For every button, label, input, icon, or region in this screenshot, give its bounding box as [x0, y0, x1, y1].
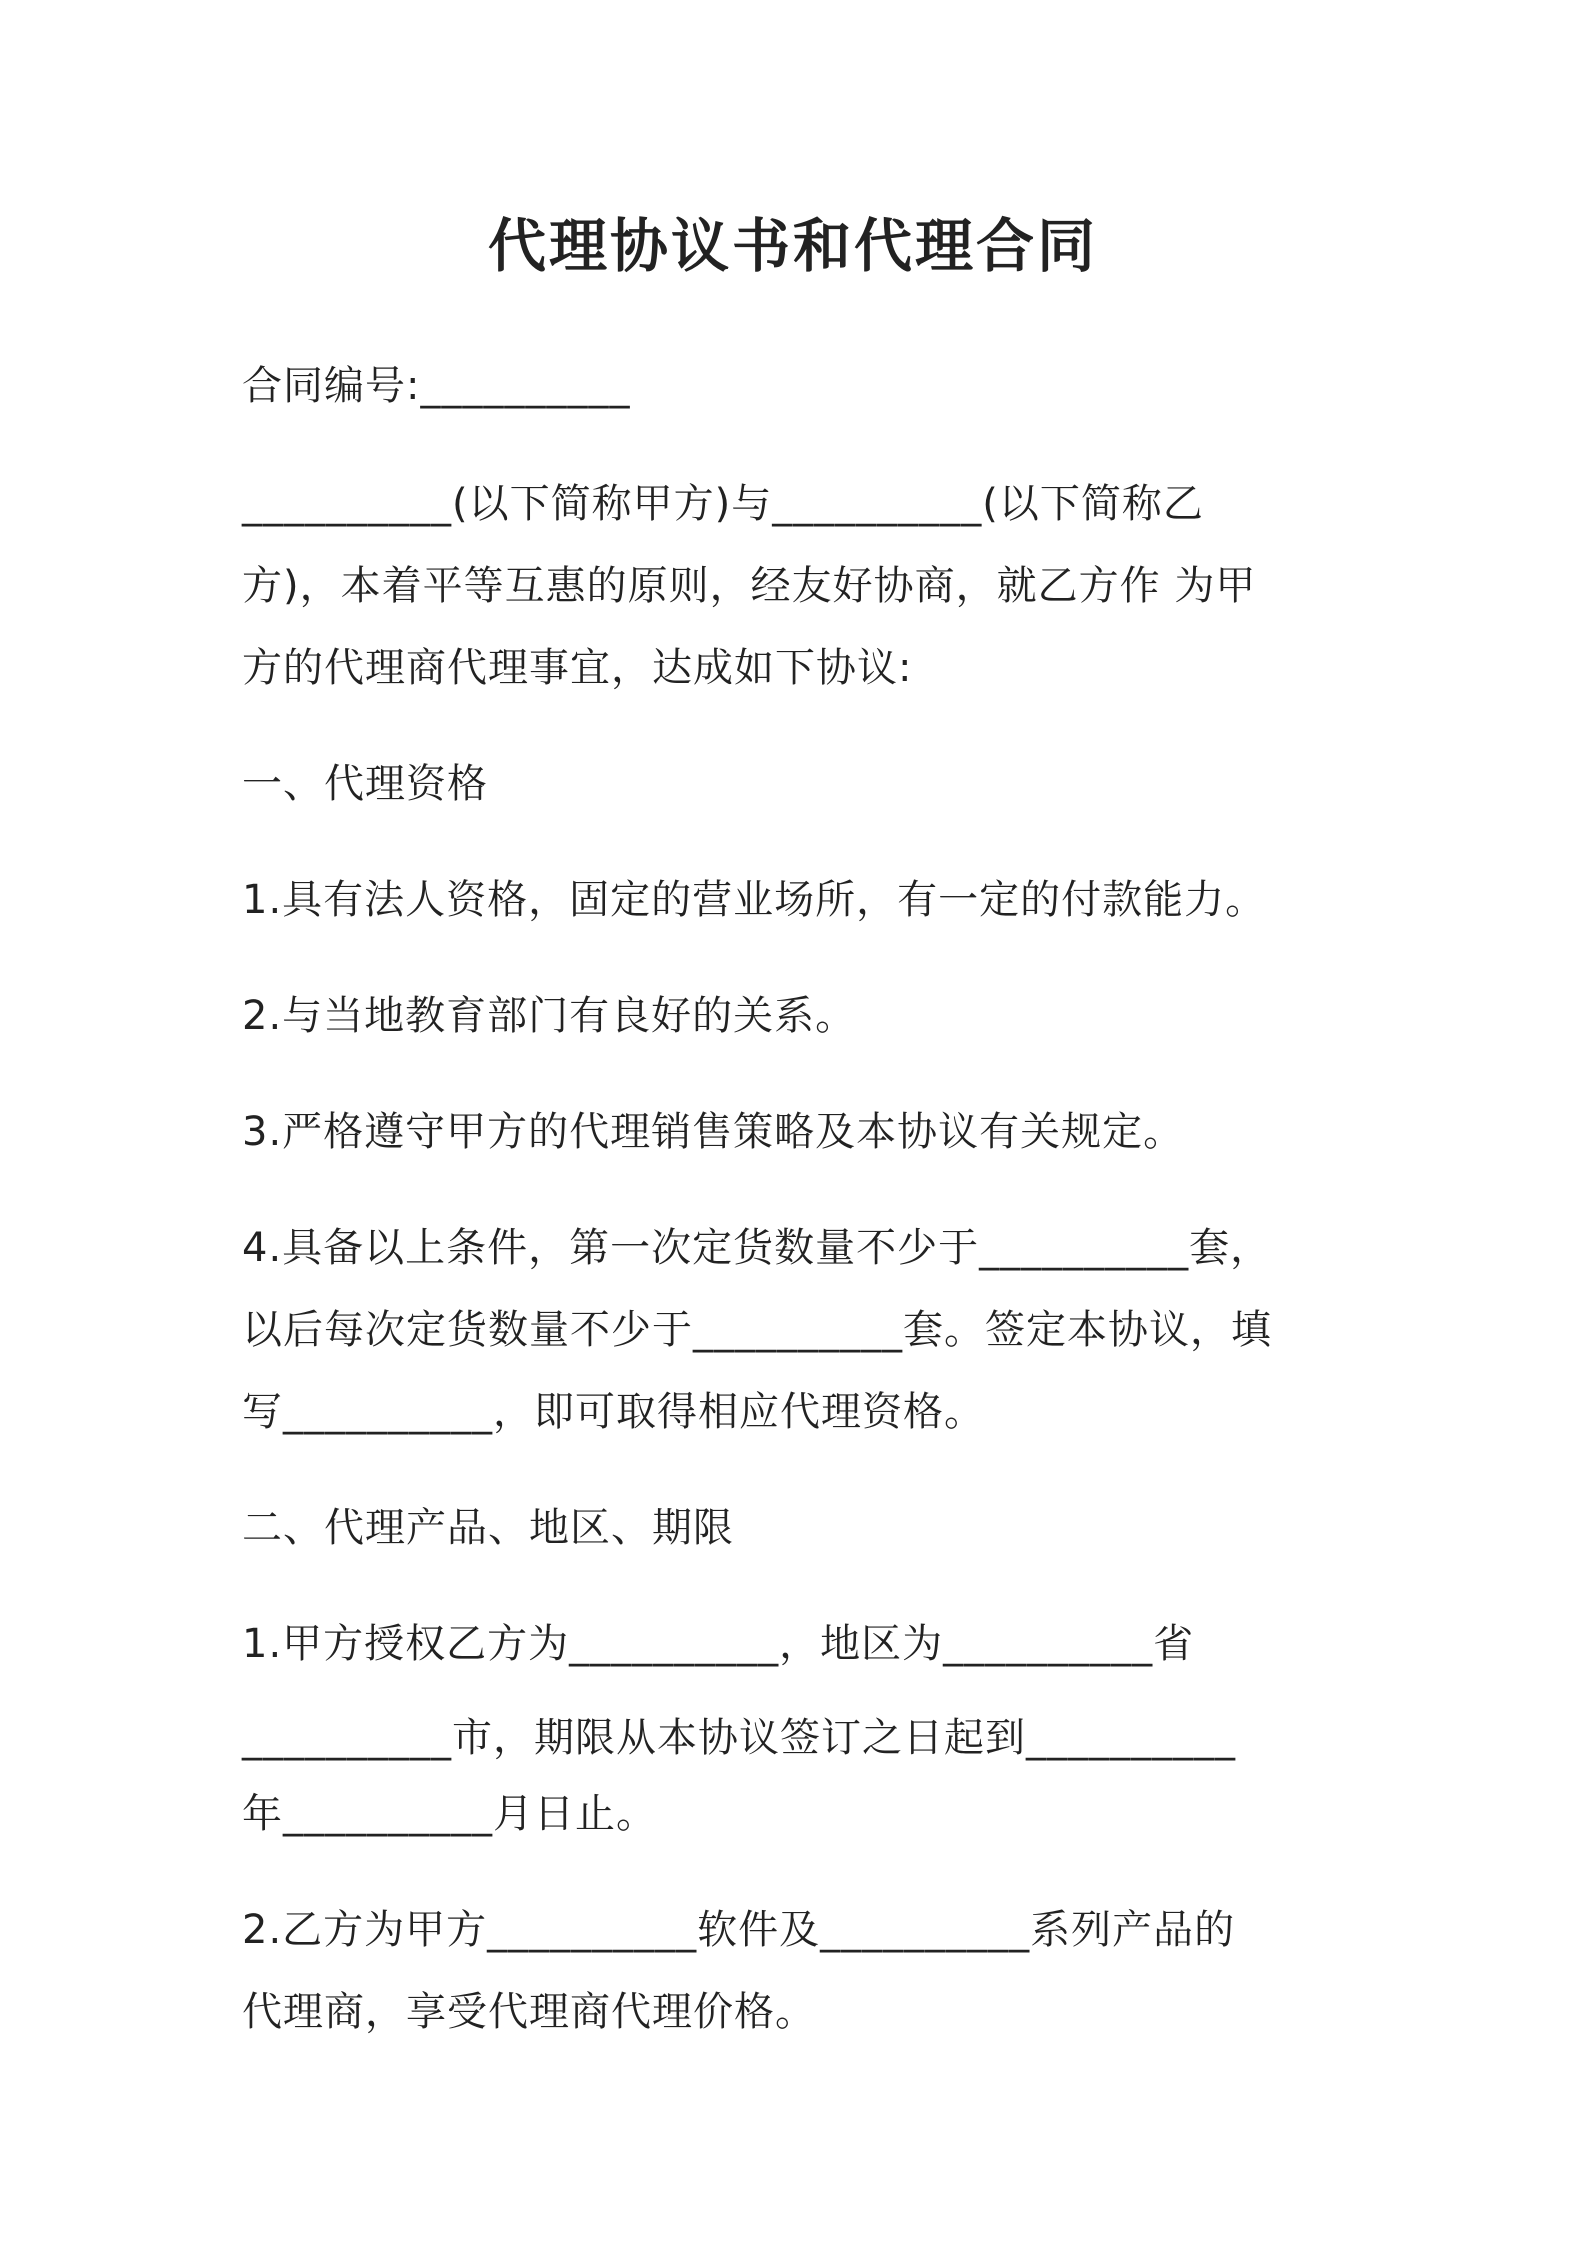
intro-paragraph-line-2: 方)，本着平等互惠的原则，经友好协商，就乙方作 为甲 — [242, 563, 1257, 609]
qualification-item-3: 3.严格遵守甲方的代理销售策略及本协议有关规定。 — [242, 1109, 1185, 1155]
product-item-2-line-2: 代理商，享受代理商代理价格。 — [242, 1989, 816, 2035]
qualification-item-2: 2.与当地教育部门有良好的关系。 — [242, 993, 857, 1039]
section-heading-product-region-term: 二、代理产品、地区、期限 — [242, 1505, 734, 1551]
intro-paragraph-line-3: 方的代理商代理事宜，达成如下协议: — [242, 645, 913, 691]
section-heading-qualification: 一、代理资格 — [242, 761, 488, 807]
product-item-1-line-2: __________市，期限从本协议签订之日起到__________ — [242, 1715, 1236, 1761]
product-item-1-line-1: 1.甲方授权乙方为__________，地区为__________省 — [242, 1621, 1195, 1667]
intro-paragraph-line-1: __________(以下简称甲方)与__________(以下简称乙 — [242, 481, 1204, 527]
product-item-1-line-3: 年__________月日止。 — [242, 1791, 657, 1837]
qualification-item-1: 1.具有法人资格，固定的营业场所，有一定的付款能力。 — [242, 877, 1267, 923]
qualification-item-4-line-1: 4.具备以上条件，第一次定货数量不少于__________套， — [242, 1225, 1272, 1271]
contract-number-line: 合同编号:__________ — [242, 363, 631, 409]
qualification-item-4-line-3: 写__________，即可取得相应代理资格。 — [242, 1389, 985, 1435]
document-title: 代理协议书和代理合同 — [487, 212, 1098, 280]
product-item-2-line-1: 2.乙方为甲方__________软件及__________系列产品的 — [242, 1907, 1236, 1953]
qualification-item-4-line-2: 以后每次定货数量不少于__________套。签定本协议，填 — [242, 1307, 1272, 1353]
